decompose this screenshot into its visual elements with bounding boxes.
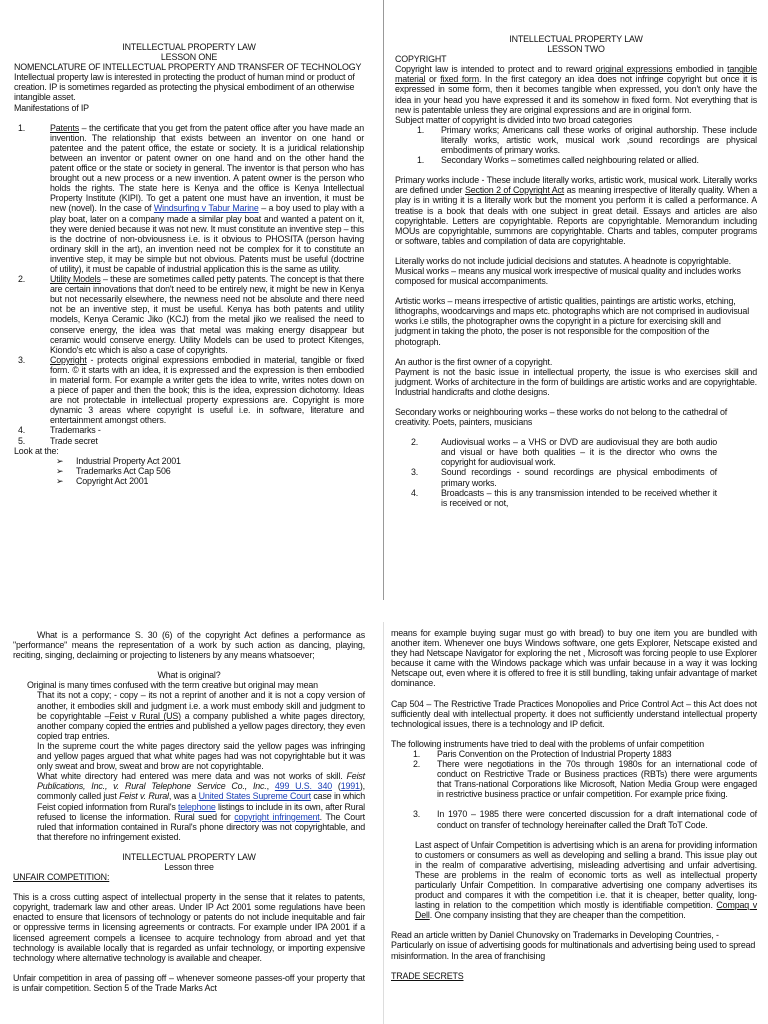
advertising-paragraph: [391, 840, 757, 921]
subject-matter-line: Subject matter of copyright is divided into two broad categories: [395, 114, 633, 125]
unfair-competition-paragraph: This is a cross cutting aspect of intellectual property in the sense that it relates to patents, copyright, trademark law and other areas. Under IP Act 2001 some regulations have been enacted to ensure that licensors of technology or patents do not include inequitable and fair or oppressive terms in licensing agreements or contracts. For example under IPA 2001 if a licensed agreement compels a licensee to acquire technology from abroad and yet that technology is available locally that is regarded as unfair technology, or importing expensive technology where alternative technology is available and cheaper.: [13, 892, 365, 963]
instruments-line: The following instruments have tried to deal with the problems of unfair competition: [391, 738, 704, 749]
manifestations-label: Manifestations of IP: [14, 102, 89, 113]
page-one-text: [14, 42, 364, 486]
list-text: [50, 123, 364, 274]
lesson-label: Lesson three: [164, 861, 214, 872]
list-text: Trade secret: [50, 435, 98, 446]
list-text: [50, 274, 364, 355]
page-gap: [0, 600, 768, 622]
list-text: Sound recordings - sound recordings are physical embodiments of primary works.: [441, 467, 717, 488]
next-section-heading: TRADE SECRETS: [391, 970, 464, 981]
artistic-works-paragraph: Artistic works – means irrespective of artistic qualities, paintings are artistic works, etching, lithographs, woodcarvings and maps etc. photographs which are not comprised in audiovisual works i.e stills, the photographer owns the copyright in a picture for exercising skill and judgment in taking the photo, the poser is not responsible for the composition of the photograph.: [395, 296, 750, 347]
list-number: 3.: [413, 809, 421, 820]
performance-paragraph: What is a performance S. 30 (6) of the copyright Act defines a performance as "performance" means the representation of a work by such action as dancing, playing, reciting, singing, declaiming or projecting to listeners by any means whatsoever;: [13, 630, 365, 661]
page-lesson-two: [384, 0, 768, 600]
bullet-text: Copyright Act 2001: [76, 475, 149, 486]
list-number: 4.: [411, 487, 419, 498]
list-text: Broadcasts – this is any transmission intended to be received whether it is received or not,: [441, 487, 717, 508]
list-text: Paris Convention on the Protection of Industrial Property 1883: [437, 748, 672, 759]
text-run: . The Court ruled that information contained in Rural's phone directory was not copyrightable, and that therefore no infringement existed.: [37, 811, 365, 842]
underlined-term: tangible material: [395, 64, 758, 85]
page-unfair-competition-cont: [384, 622, 768, 1024]
case-short-name: Feist v. Rural: [119, 791, 169, 802]
bullet-item: [14, 476, 364, 486]
text-run: listings to include in its own, after Rural refused to license the information. Rural sued for: [37, 801, 365, 822]
list-number: 1.: [18, 122, 26, 133]
term-utility-models: Utility Models: [50, 274, 101, 285]
patents-text-b: – a boy used to play with a play boat, later on a company made a similar play boat and wanted a patent on it, they were denied because it was not new. It must constitute an inventive step – this is the doctrine of non-obviousness i.e. is it obvious to PHOSITA (person having ordinary skill in the art), an invention need not be complex for it to constitute an inventive step, it may be simple but not obvious. Patents must be useful (doctrine of utility), it must be capable of industrial application this is the same as utility.: [50, 203, 365, 274]
intro-paragraph: Intellectual property law is interested in protecting the product of human mind or product of creation. IP is sometimes regarded as protecting the physical embodiment of an otherwise intangible asset.: [14, 72, 355, 103]
supreme-court-paragraph: In the supreme court the white pages directory said the yellow pages was infringing and yellow pages argued that what white pages had was not copyrightable but it was only sweat and brow, sweat and brow are not copyrightable.: [37, 740, 365, 772]
bullet-item: [14, 466, 364, 476]
list-text: Secondary Works – sometimes called neighbouring related or allied.: [441, 155, 699, 166]
primary-works-paragraph: [395, 175, 757, 246]
bullet-text: Industrial Property Act 2001: [76, 455, 181, 466]
case-name-feist: Feist v Rural (US): [109, 710, 181, 721]
text-run: That its not a copy; - copy – its not a reprint of another and it is not a copy version of another, it embodies skill and judgment i.e. a work must embody skill and judgment to be copyrightable –: [37, 690, 365, 721]
passing-off-paragraph: Unfair competition in area of passing off – whenever someone passes-off your property that is unfair competition. Section 5 of the Trade Marks Act: [13, 972, 365, 993]
text-run: What white directory had entered was mere data and was not works of skill.: [37, 771, 347, 782]
citation-link[interactable]: 499 U.S. 340: [274, 781, 333, 792]
list-text: There were negotiations in the 70s through 1980s for an international code of conduct on Restrictive Trade or Business practices (RBTs) there were arguments that Trans-national Corporations like Microsoft, Nation Media Group were engaged in restrictive business practice or unfair competition. For example price fixing.: [437, 759, 757, 800]
page-lesson-one: [0, 0, 384, 600]
literally-works-paragraph: Literally works do not include judicial decisions and statutes. A headnote is copyrightable. Musical works – means any musical work irrespective of musical quality and includes works composed for musical accompaniments.: [395, 255, 741, 287]
case-name-compaq-dell: Compaq v Dell: [415, 900, 758, 921]
list-text: In 1970 – 1985 there were concerted discussion for a draft international code of conduct on transfer of technology hereinafter called the Draft ToT Code.: [437, 809, 757, 830]
text-run: Last aspect of Unfair Competition is advertising which is an arena for providing information to customers or consumers as well as developing and selling a brand. This issue play out in the realm of comparative advertising, misleading advertising and unfair advertising. These are problems in the realm of economic torts as well as intellectual property particularly Unfair Competition. In comparative advertising one company advertises its product and compares it with the competition i.e. that it is cheaper, better quality, long-lasting in relation to the competition which mostly is identifiable competition.: [415, 839, 757, 911]
text-run: (: [332, 781, 341, 792]
arrow-bullet-icon: ➢: [56, 455, 64, 466]
list-number: 4.: [18, 425, 26, 436]
list-number: 1.: [417, 155, 425, 166]
underlined-term: original expressions: [595, 64, 673, 75]
reading-paragraph: Read an article written by Daniel Chunovsky on Trademarks in Developing Countries, - Particularly on issue of advertising goods for multinationals and advertising being used to spread misinformation. In the area of franchising: [391, 930, 756, 961]
page-lesson-three: [0, 622, 384, 1024]
original-question: What is original?: [157, 670, 221, 681]
list-number: 2.: [18, 274, 26, 285]
bullet-item: [14, 456, 364, 466]
feist-paragraph: [13, 771, 365, 842]
list-item-audiovisual: [395, 437, 757, 467]
term-patents: Patents: [50, 122, 80, 133]
text-run: embodied in: [672, 64, 728, 75]
section-heading: NOMENCLATURE OF INTELLECTUAL PROPERTY AND TRANSFER OF TECHNOLOGY: [14, 62, 362, 73]
list-item-patents: [14, 123, 364, 274]
text-run: , was a: [168, 791, 199, 802]
copyright-intro: [395, 64, 757, 114]
list-item-utility-models: [14, 274, 364, 355]
text-run: Primary works include - These include literally works, artistic work, musical work. Literally works are defined under: [395, 175, 757, 196]
underlined-term: fixed form: [440, 74, 479, 85]
copyright-text: - protects original expressions embodied in material, tangible or fixed form. © it starts with an idea, it is expressed and the expression is then embodied in material form. For example a writer gets the idea to write, writes notes down on a piece of paper and then the book; this is the idea, expression dichotomy. Ideas are not protectable in intellectual property expressions are. Copyright is more dynamic 3 areas where copyright is useful i.e. in software, literature and entertainment amongst others.: [50, 354, 364, 426]
text-run: as meaning irrespective of literally quality. When a play is in writing it is a literally work but the moment you perform it is called a performance. A treatise is a book that deals with one subject in great detail. Essays and articles are also copyrightable. Letters are copyrightable. Reports are copyrightable. Memorandum including MOUs are copyrightable, summons are copyrightable. Charts and tables, computer programs or software, tables and compilation of data are copyrightable.: [395, 185, 758, 246]
list-number: 1.: [417, 124, 425, 135]
cap-504-paragraph: Cap 504 – The Restrictive Trade Practices Monopolies and Price Control Act – this Act does not sufficiently deal with intellectual property. it does not sufficiently understand intellectual property technological issues, there is a technology and IP deficit.: [391, 698, 757, 729]
list-item-copyright: [14, 355, 364, 426]
not-a-copy-paragraph: [13, 690, 365, 740]
look-at-label: Look at the:: [14, 445, 59, 456]
list-item-paris-convention: [391, 749, 757, 759]
lesson-label: LESSON ONE: [160, 52, 218, 63]
list-text: [50, 355, 364, 426]
section-heading: UNFAIR COMPETITION:: [13, 872, 110, 883]
list-item-secondary-works: [395, 155, 757, 165]
list-number: 5.: [18, 435, 26, 446]
secondary-works-paragraph: Secondary works or neighbouring works – these works do not belong to the cathedral of creativity. Poets, painters, musicians: [395, 407, 728, 428]
text-run: Copyright law is intended to protect and to reward: [395, 64, 596, 75]
page-title: INTELLECTUAL PROPERTY LAW: [122, 42, 256, 52]
list-item-rbt-negotiations: [391, 759, 757, 799]
list-number: 3.: [411, 467, 419, 478]
list-text: Trademarks -: [50, 425, 101, 436]
arrow-bullet-icon: ➢: [56, 465, 64, 476]
telephone-link[interactable]: telephone: [178, 801, 216, 812]
list-text: Primary works; Americans call these works of original authorship. These include literally works, artistic work, musical work ,sound recordings are physical embodiments of primary works.: [441, 124, 757, 156]
text-run: or: [425, 74, 441, 85]
list-number: 3.: [18, 354, 26, 365]
year-link[interactable]: 1991: [340, 781, 360, 792]
text-run: case in which Feist copied information from Rural's: [37, 791, 365, 812]
list-item-trade-secret: [14, 436, 364, 446]
author-line: An author is the first owner of a copyright.: [395, 356, 553, 367]
page-four-text: [391, 628, 757, 981]
list-item-trademarks: [14, 425, 364, 435]
text-run: . One company insisting that they are cheaper than the competition.: [429, 910, 686, 921]
list-item-sound-recordings: [395, 467, 757, 487]
case-link-windsurfing[interactable]: Windsurfing v Tabur Marine: [153, 203, 259, 214]
list-text: Audiovisual works – a VHS or DVD are audiovisual they are both audio and visual or have both qualities – it is the director who owns the copyright for audiovisual work.: [441, 437, 717, 468]
text-run: ), commonly called just: [37, 781, 365, 802]
case-citation: Feist Publications, Inc., v. Rural Telephone Service Co., Inc.: [37, 771, 365, 792]
lesson-label: LESSON TWO: [547, 44, 605, 55]
utility-text: – these are sometimes called petty patents. The concept is that there are certain innovations that don't need to be entirely new, it might be new in Kenya but not necessarily elsewhere, the newness need not be absolute and there need not be an inventive step, it must be useful. Kenya has both patents and utility models, Kenya Ceramic Jiko (KCJ) from the metal jiko we realised the need to conserve energy, the idea was that metal was making energy disappear but ceramic would conserve energy. Utility Models can be used to protect Kitenges, Kiondo's etc which is also a case of copyrights.: [50, 274, 364, 355]
section-heading: COPYRIGHT: [395, 54, 447, 65]
payment-paragraph: Payment is not the basic issue in intellectual property, the issue is who exercises skill and judgment. Works of architecture in the form of buildings are artistic works and are copyrightable. Industrial handicrafts and clothe designs.: [395, 366, 757, 397]
text-run: . In the first category an idea does not infringe copyright but once it is expressed in some form, then it becomes tangible when expressed, you don't only have the idea in your head you have expressed it and its somehow in fixed form. Not everything that is new is patentable unless they are original expressions and are in original form.: [395, 74, 758, 115]
patents-text-a: – the certificate that you get from the patent office after you have made an invention. The relationship that exists between an inventor on one hand or patentee and the patent office, the estate or society. It is a juridical relationship between an inventor or patent owner on one hand and on the other hand the patent office or the state or society in general. The inventor is that person who has brought out a new process or a new invention. A patent owner is the person who holds the rights. The state here is Kenya and the office is Kenya Intellectual Property Institute (KIPI). To get a patent one must have an invention, it must be new (novel). In the case of: [50, 122, 364, 214]
list-number: 2.: [411, 437, 419, 448]
page-three-text: [13, 630, 365, 993]
text-run: a company published a white pages directory, another company copied the entries and published a yellow pages directory, they even copied trap entries.: [37, 710, 365, 741]
arrow-bullet-icon: ➢: [56, 475, 64, 486]
original-line: Original is many times confused with the term creative but original may mean: [27, 680, 318, 691]
underlined-term: Section 2 of Copyright Act: [465, 185, 565, 196]
term-copyright: Copyright: [50, 354, 87, 365]
text-run: ,: [266, 781, 275, 792]
bullet-text: Trademarks Act Cap 506: [76, 465, 171, 476]
list-item-tot-code: [391, 809, 757, 829]
copyright-infringement-link[interactable]: copyright infringement: [234, 811, 320, 822]
supreme-court-link[interactable]: United States Supreme Court: [198, 791, 311, 802]
list-item-primary-works: [395, 125, 757, 155]
page-title: INTELLECTUAL PROPERTY LAW: [509, 34, 643, 44]
list-number: 1.: [413, 748, 421, 759]
page-two-text: [395, 34, 757, 508]
page-title: INTELLECTUAL PROPERTY LAW: [122, 851, 256, 862]
bundling-paragraph: means for example buying sugar must go with bread) to buy one item you are bundled with another item. Whenever one buys Windows software, one gets Explorer, Netscape existed and they had Netscape Navigator for exploring the net , Microsoft was forcing people to use Explorer because it came with the Windows package which was unfair because in a way it was locking Netscape out, even where it is offered to free it is still bundling, taking unfair advantage of market dominance.: [391, 628, 757, 689]
list-item-broadcasts: [395, 488, 757, 508]
list-number: 2.: [413, 759, 421, 770]
